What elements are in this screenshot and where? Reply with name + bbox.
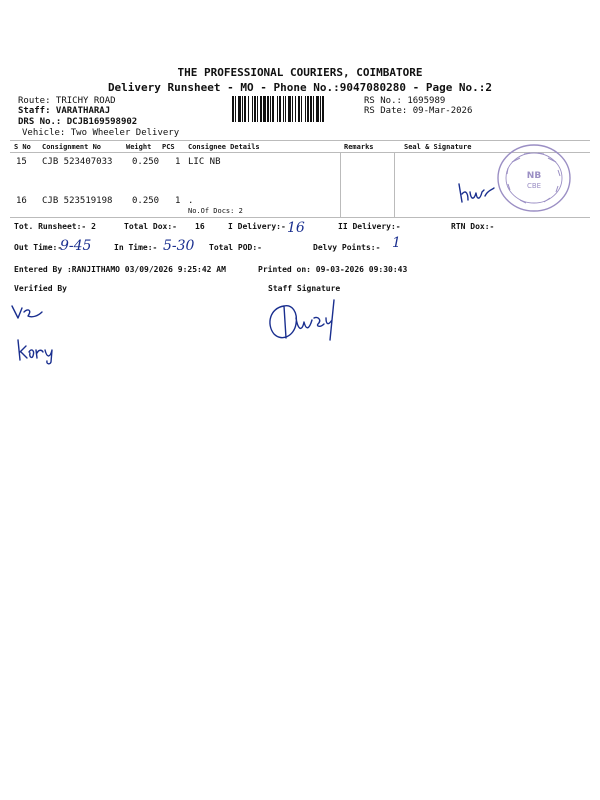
seal-stamp	[494, 140, 574, 216]
table-row-doc-count: No.Of Docs: 2	[188, 207, 243, 215]
barcode-bar	[292, 96, 293, 122]
verifier-signature	[14, 336, 60, 366]
table-row-consignee: .	[188, 196, 194, 206]
company-title: THE PROFESSIONAL COURIERS, COIMBATORE	[177, 66, 423, 79]
table-row-consignment: CJB 523407033	[42, 157, 113, 167]
barcode-bar	[252, 96, 253, 122]
table-row-pcs: 1	[175, 157, 181, 167]
table-row-weight: 0.250	[132, 196, 160, 206]
table-row-pcs: 1	[175, 196, 181, 206]
in-time-handwritten: 5-30	[163, 238, 195, 254]
barcode-bar	[285, 96, 286, 122]
rtn-dox-label: RTN Dox:-	[451, 222, 495, 231]
table-row-consignment: CJB 523519198	[42, 196, 113, 206]
barcode-bar	[295, 96, 296, 122]
barcode-bar	[288, 96, 291, 122]
barcode-bar	[316, 96, 319, 122]
ii-delivery-label: II Delivery:-	[338, 222, 401, 231]
barcode-bar	[257, 96, 258, 122]
i-delivery-handwritten: 16	[287, 220, 305, 236]
vehicle-label: Vehicle: Two Wheeler Delivery	[22, 128, 180, 138]
barcode-bar	[279, 96, 281, 122]
table-row-weight: 0.250	[132, 157, 160, 167]
barcode-bar	[232, 96, 234, 122]
staff-label: Staff: VARATHARAJ	[18, 106, 111, 116]
barcode-bar	[244, 96, 246, 122]
barcode-bar	[242, 96, 243, 122]
staff-signature-label: Staff Signature	[268, 284, 341, 293]
table-col-divider	[340, 152, 341, 217]
barcode-bar	[301, 96, 302, 122]
barcode-bar	[283, 96, 284, 122]
runsheet-subtitle: Delivery Runsheet - MO - Phone No.:9047080280 - Page No.:2	[107, 81, 493, 94]
barcode	[232, 96, 360, 122]
barcode-bar	[310, 96, 312, 122]
barcode-bar	[263, 96, 266, 122]
barcode-bar	[307, 96, 309, 122]
barcode-bar	[270, 96, 271, 122]
delvy-points-label: Delvy Points:-	[313, 243, 381, 252]
barcode-bar	[298, 96, 300, 122]
col-header-sno: S No	[14, 143, 31, 151]
i-delivery-label: I Delivery:-	[228, 222, 286, 231]
receiver-signature	[456, 180, 496, 206]
barcode-bar	[313, 96, 314, 122]
in-time-label: In Time:-	[114, 243, 158, 252]
barcode-bar	[322, 96, 324, 122]
rs-date: RS Date: 09-Mar-2026	[364, 106, 473, 116]
barcode-bar	[277, 96, 278, 122]
delvy-points-handwritten: 1	[392, 235, 401, 251]
barcode-bar	[267, 96, 269, 122]
barcode-bar	[235, 96, 236, 122]
verified-by-label: Verified By	[14, 284, 67, 293]
col-header-pcs: PCS	[162, 143, 175, 151]
col-header-consignee: Consignee Details	[188, 143, 260, 151]
stamp-sub-text: CBE	[526, 182, 542, 190]
out-time-label: Out Time:-	[14, 243, 63, 252]
col-header-seal: Seal & Signature	[404, 143, 472, 151]
barcode-bar	[248, 96, 249, 122]
printed-on: Printed on: 09-03-2026 09:30:43	[258, 265, 408, 274]
total-pod-label: Total POD:-	[209, 243, 262, 252]
col-header-remarks: Remarks	[344, 143, 374, 151]
barcode-bar	[305, 96, 306, 122]
total-dox-value: 16	[195, 222, 205, 231]
total-dox-label: Total Dox:-	[124, 222, 177, 231]
route-label: Route: TRICHY ROAD	[18, 96, 116, 106]
rs-number: RS No.: 1695989	[364, 96, 446, 106]
table-row-sno: 15	[16, 157, 27, 167]
barcode-bar	[260, 96, 262, 122]
col-header-weight: Weight	[126, 143, 152, 151]
table-row-consignee: LIC NB	[188, 157, 221, 167]
barcode-bar	[272, 96, 274, 122]
barcode-bar	[238, 96, 241, 122]
table-col-divider	[394, 152, 395, 217]
stamp-center-text: NB	[526, 171, 542, 181]
tot-runsheet: Tot. Runsheet:- 2	[14, 222, 96, 231]
out-time-handwritten: 9-45	[60, 238, 92, 254]
drs-number: DRS No.: DCJB169598902	[18, 117, 138, 127]
barcode-bar	[320, 96, 321, 122]
staff-signature	[262, 294, 344, 346]
col-header-consignment: Consignment No	[42, 143, 102, 151]
entered-by: Entered By :RANJITHAMO 03/09/2026 9:25:42 AM	[14, 265, 226, 274]
barcode-bar	[254, 96, 256, 122]
table-row-sno: 16	[16, 196, 27, 206]
verifier-initials	[10, 302, 46, 322]
table-bottom-rule	[10, 217, 590, 218]
